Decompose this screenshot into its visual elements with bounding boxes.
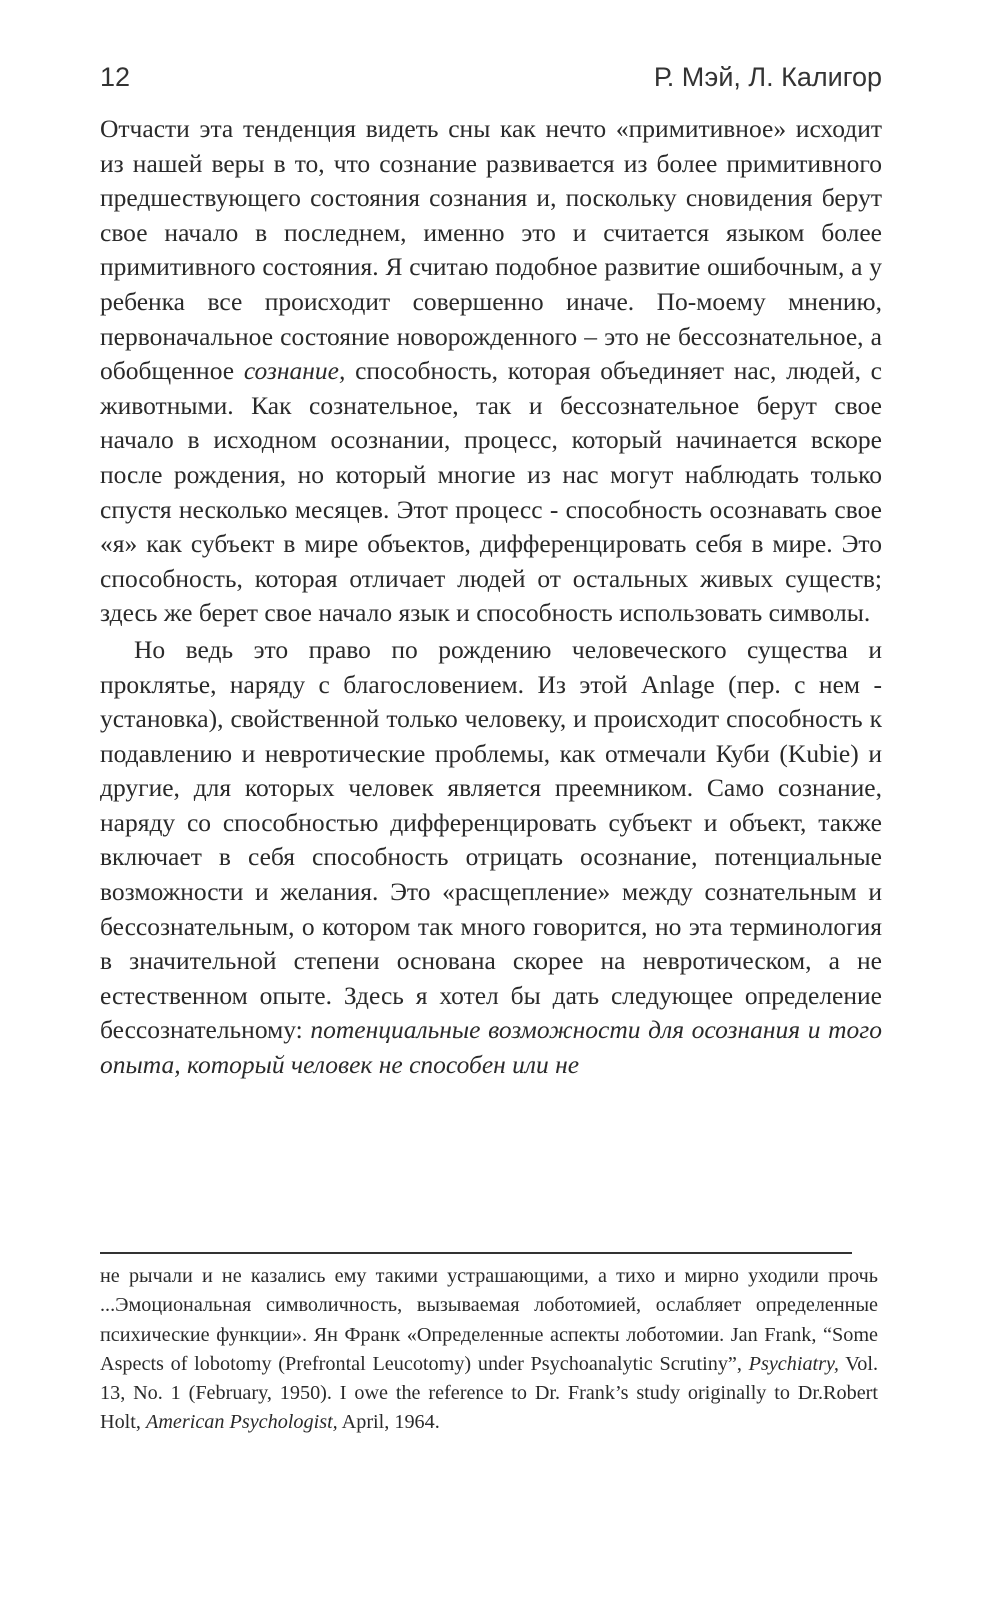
- footnote-divider: [100, 1252, 852, 1254]
- footnote-text-c: April, 1964.: [337, 1411, 440, 1434]
- page-number: 12: [100, 62, 131, 92]
- footnote-journal-psychiatry: Psychiatry,: [748, 1352, 839, 1375]
- paragraph-1-text-a: Отчасти эта тенденция видеть сны как нечто «примитивное» исходит из нашей веры в то, что сознание развивается из более примитивного предшествующего состояния сознания и, поскольку сновидения берут свое начало в последнем, именно это и считается языком более примитивного состояния. Я считаю подобное развитие ошибочным, а у ребенка все происходит совершенно иначе. По-моему мнению, первоначальное состояние новорожденного – это не бессознательное, а обобщенное: [100, 114, 882, 386]
- paragraph-1-italic: сознание,: [243, 356, 346, 386]
- paragraph-2-text-a: Но ведь это право по рождению человеческого существа и проклятье, наряду с благословением. Из этой Anlage (пер. с нем - установка), свойственной только человеку, и происходит способность к подавлению и невротические проблемы, как отмечали Куби (Kubie) и другие, для которых человек является преемником. Само сознание, наряду со способностью дифференцировать субъект и объект, также включает в себя способность отрицать осознание, потенциальные возможности и желания. Это «расщепление» между сознательным и бессознательным, о котором так много говорится, но эта терминология в значительной степени основана скорее на невротическом, а не естественном опыте. Здесь я хотел бы дать следующее определение бессознательному:: [100, 634, 882, 1045]
- running-title: Р. Мэй, Л. Калигор: [653, 62, 882, 92]
- footnote-text-b: Vol. 13, No. 1 (February, 1950). I owe the reference to Dr. Frank’s study originally to Dr.Robert Holt,: [100, 1352, 879, 1434]
- page-header: [100, 62, 882, 102]
- footnote-text-a: не рычали и не казались ему такими устрашающими, а тихо и мирно уходили прочь ...Эмоциональная символичность, вызываемая лоботомией, ослабляет определенные психические функции». Ян Франк «Определенные аспекты лоботомии. Jan Frank, “Some Aspects of lobotomy (Prefrontal Leucotomy) under Psychoanalytic Scrutiny”,: [100, 1265, 878, 1375]
- footnote-paragraph: [100, 1262, 878, 1438]
- paragraph-2: [100, 633, 882, 1083]
- footnote-journal-american-psychologist: American Psychologist,: [145, 1411, 338, 1434]
- paragraph-2-italic: потенциальные возможности для осознания и того опыта, который человек не способен или не: [100, 1015, 883, 1080]
- main-text: [100, 112, 882, 1083]
- paragraph-1-text-b: способность, которая объединяет нас, людей, с животными. Как сознательное, так и бессознательное берут свое начало в исходном осознании, процесс, который начинается вскоре после рождения, но который многие из нас могут наблюдать только спустя несколько месяцев. Этот процесс - способность осознавать свое «я» как субъект в мире объектов, дифференцировать себя в мире. Это способность, которая отличает людей от остальных живых существ; здесь же берет свое начало язык и способность использовать символы.: [100, 356, 882, 628]
- footnote: [100, 1262, 878, 1438]
- paragraph-1: [100, 112, 882, 631]
